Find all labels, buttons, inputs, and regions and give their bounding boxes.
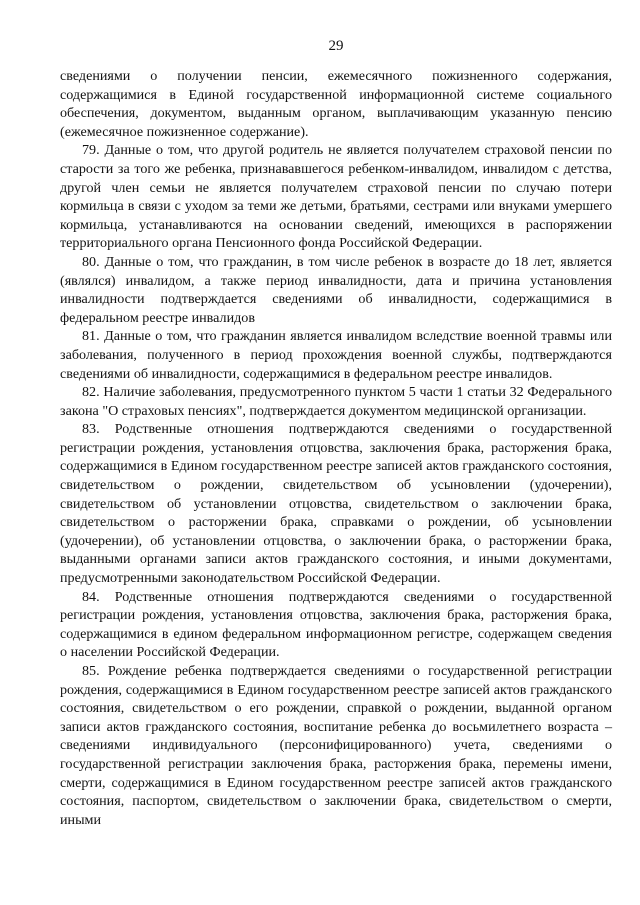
paragraph-continuation: сведениями о получении пенсии, ежемесячного пожизненного содержания, содержащимися в Единой государственной информационной системе социального обеспечения, документом, выданным органом, выплачивающим указанную пенсию (ежемесячное пожизненное содержание). — [60, 68, 612, 140]
paragraph-81: 81. Данные о том, что гражданин является инвалидом вследствие военной травмы или заболевания, полученного в период прохождения военной службы, подтверждаются сведениями об инвалидности, содержащимися в федеральном реестре инвалидов. — [60, 328, 612, 382]
paragraph-84: 84. Родственные отношения подтверждаются сведениями о государственной регистрации рождения, установления отцовства, заключения брака, расторжения брака, содержащимися в едином федеральном информационном регистре, содержащем сведения о населении Российской Федерации. — [60, 588, 612, 661]
paragraph-79: 79. Данные о том, что другой родитель не является получателем страховой пенсии по старости за того же ребенка, признававшегося ребенком-инвалидом, инвалидом с детства, другой член семьи не является получателем страховой пенсии по случаю потери кормильца в связи с уходом за теми же детьми, братьями, сестрами или внуками умершего кормильца, устанавливаются на основании сведений, имеющихся в распоряжении территориального органа Пенсионного фонда Российской Федерации. — [60, 142, 612, 252]
page-number: 29 — [328, 38, 344, 54]
paragraph-83: 83. Родственные отношения подтверждаются сведениями о государственной регистрации рождения, установления отцовства, заключения брака, расторжения брака, содержащимися в Едином государственном реестре записей актов гражданского состояния, свидетельством о рождении, свидетельством об усыновлении (удочерении), свидетельством об установлении отцовства, свидетельством о заключении брака, свидетельством о расторжении брака, справками о рождении, об усыновлении (удочерении), об установлении отцовства, о заключении брака, о расторжении брака, выданными органами записи актов гражданского состояния, и иными документами, предусмотренными законодательством Российской Федерации. — [60, 421, 612, 587]
paragraph-80: 80. Данные о том, что гражданин, в том числе ребенок в возрасте до 18 лет, является (являлся) инвалидом, а также период инвалидности, дата и причина установления инвалидности подтверждается сведениями об инвалидности, содержащимися в федеральном реестре инвалидов — [60, 253, 612, 326]
paragraph-82: 82. Наличие заболевания, предусмотренного пунктом 5 части 1 статьи 32 Федерального закона "О страховых пенсиях", подтверждается документом медицинской организации. — [60, 384, 612, 419]
paragraph-85: 85. Рождение ребенка подтверждается сведениями о государственной регистрации рождения, содержащимися в Едином государственном реестре записей актов гражданского состояния, свидетельством о его рождении, справкой о рождении, выданной органом записи актов гражданского состояния, воспитание ребенка до восьмилетнего возраста – сведениями индивидуального (персонифицированного) учета, сведениями о государственной регистрации заключения брака, расторжения брака, перемены имени, смерти, содержащимися в Едином государственном реестре записей актов гражданского состояния, паспортом, свидетельством о заключении брака, свидетельством о смерти, иными — [60, 663, 612, 828]
